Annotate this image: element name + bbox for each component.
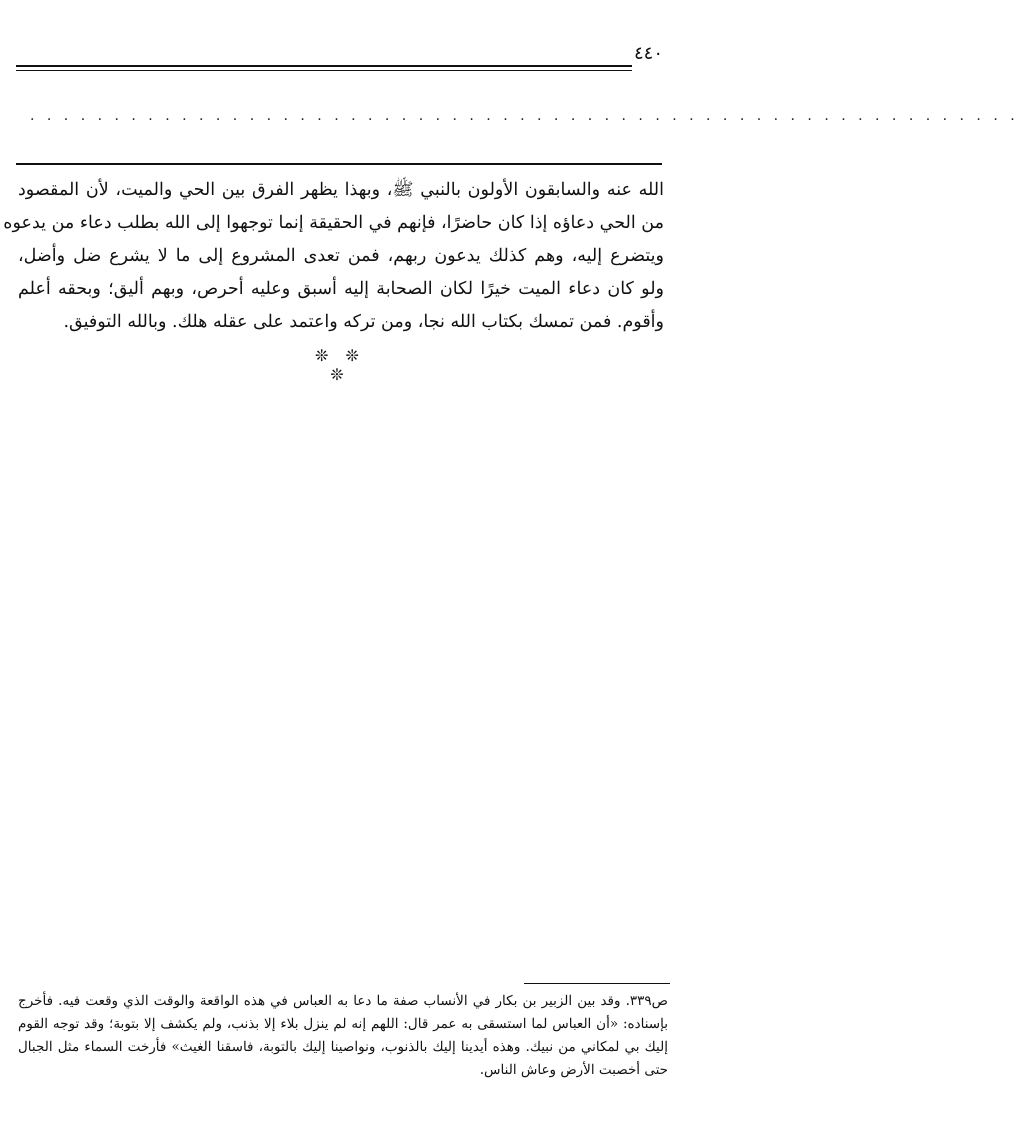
- text-line: ويتضرع إليه، وهم كذلك يدعون ربهم، فمن تعدى المشروع إلى ما لا يشرع ضل وأضل،: [18, 246, 664, 266]
- footnote-rule: [524, 983, 670, 984]
- section-rule: [16, 163, 662, 165]
- header-rule-bottom: [16, 70, 632, 71]
- footnote-line: ص٣٣٩. وقد بين الزبير بن بكار في الأنساب صفة ما دعا به العباس في هذه الواقعة والوقت الذي وقعت فيه. فأخرج: [18, 993, 668, 1009]
- page-number: ٤٤٠: [634, 43, 664, 64]
- text-line: ولو كان دعاء الميت خيرًا لكان الصحابة إليه أسبق وعليه أحرص، وبهم أليق؛ وبحقه أعلم: [18, 279, 664, 299]
- footnote: [18, 990, 668, 1082]
- text-line: وأقوم. فمن تمسك بكتاب الله نجا، ومن تركه واعتمد على عقله هلك. وبالله التوفيق.: [63, 312, 664, 332]
- footnote-line: حتى أخصبت الأرض وعاش الناس.: [479, 1062, 668, 1078]
- section-separator: ❊ ❊ ❊: [315, 346, 365, 384]
- header-rule-top: [16, 65, 632, 67]
- footnote-line: بإسناده: «أن العباس لما استسقى به عمر قال: اللهم إنه لم ينزل بلاء إلا بذنب، ولم يكشف إلا بتوبة؛ وقد توجه القوم: [18, 1016, 668, 1032]
- dotted-placeholder-line: . . . . . . . . . . . . . . . . . . . . . . . . . . . . . . . . . . . . . . . . . . . . . . . . . . . . . . . . . . .: [30, 108, 1019, 124]
- footnote-line: إليك بي لمكاني من نبيك. وهذه أيدينا إليك بالذنوب، ونواصينا إليك بالتوبة، فاسقنا الغيث» فأرخت السماء مثل الجبال: [18, 1039, 668, 1055]
- text-line: الله عنه والسابقون الأولون بالنبي ﷺ، وبهذا يظهر الفرق بين الحي والميت، لأن المقصود: [18, 180, 664, 200]
- text-line: من الحي دعاؤه إذا كان حاضرًا، فإنهم في الحقيقة إنما توجهوا إلى الله بطلب دعاء من يدعوه: [3, 213, 664, 233]
- main-text: [3, 174, 664, 339]
